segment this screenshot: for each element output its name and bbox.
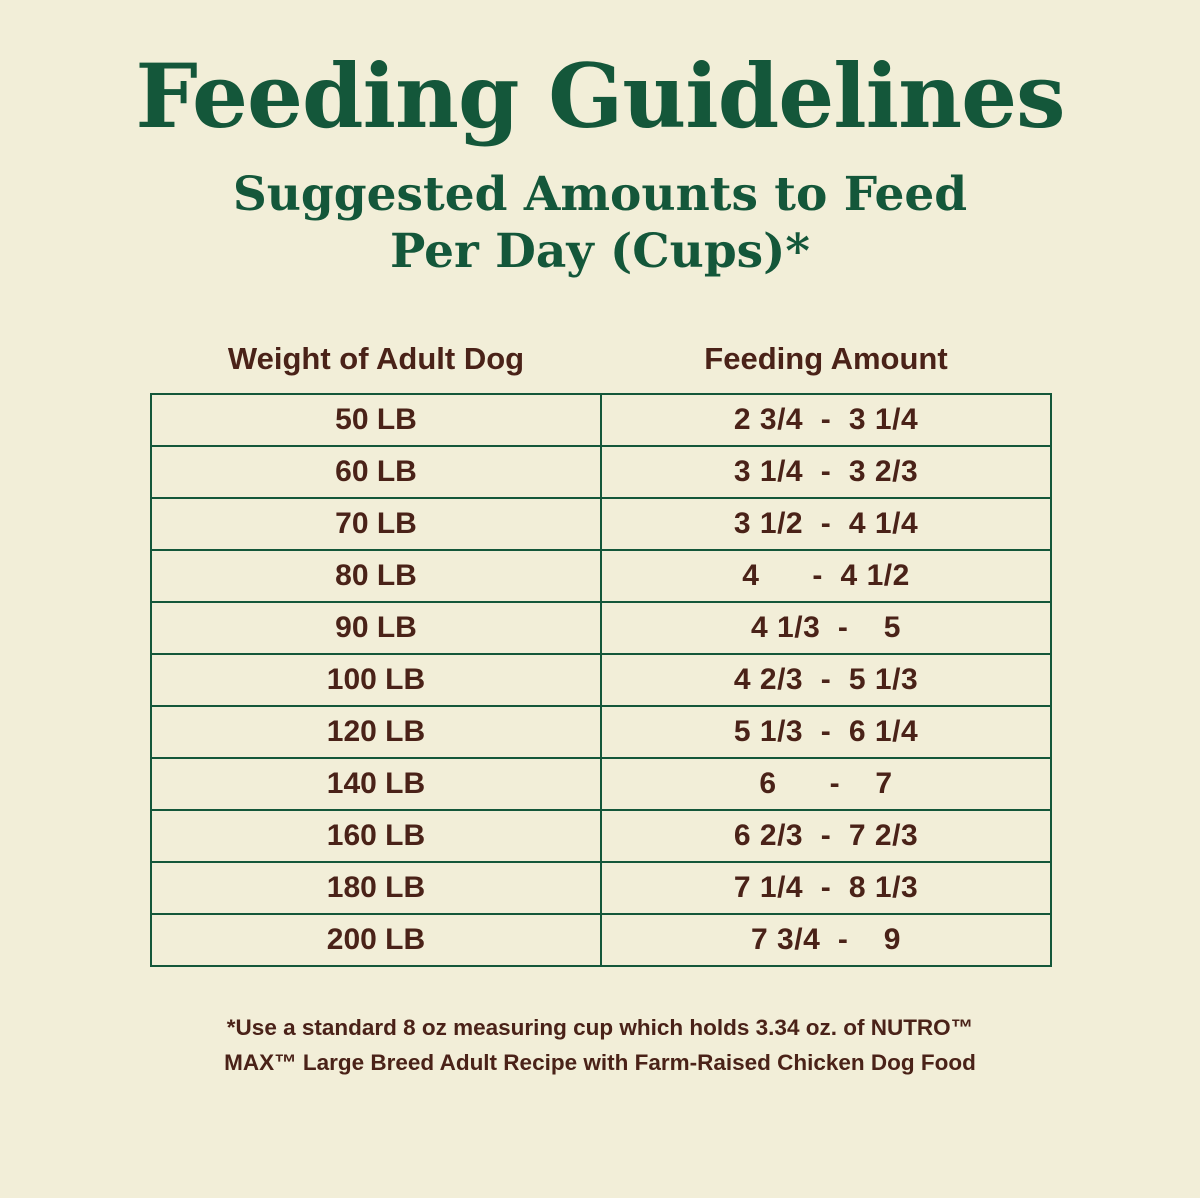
feeding-table <box>150 341 1052 967</box>
feeding-table-container <box>150 281 1050 967</box>
cell-weight: 50 LB <box>151 394 601 446</box>
page-subtitle-line-2: Per Day (Cups)* <box>390 224 810 280</box>
table-row <box>151 394 1051 446</box>
cell-amount: 6 - 7 <box>601 758 1051 810</box>
footnote-line-1: *Use a standard 8 oz measuring cup which holds 3.34 oz. of NUTRO™ <box>226 1014 974 1040</box>
cell-amount: 4 - 4 1/2 <box>601 550 1051 602</box>
cell-amount: 3 1/2 - 4 1/4 <box>601 498 1051 550</box>
cell-amount: 2 3/4 - 3 1/4 <box>601 394 1051 446</box>
table-row <box>151 550 1051 602</box>
table-row <box>151 810 1051 862</box>
table-row <box>151 446 1051 498</box>
table-body <box>151 394 1051 966</box>
footnote-line-2: MAX™ Large Breed Adult Recipe with Farm-Raised Chicken Dog Food <box>224 1049 976 1075</box>
cell-weight: 160 LB <box>151 810 601 862</box>
cell-weight: 180 LB <box>151 862 601 914</box>
cell-weight: 70 LB <box>151 498 601 550</box>
cell-weight: 90 LB <box>151 602 601 654</box>
table-row <box>151 654 1051 706</box>
cell-weight: 80 LB <box>151 550 601 602</box>
table-row <box>151 498 1051 550</box>
table-row <box>151 706 1051 758</box>
table-row <box>151 862 1051 914</box>
cell-weight: 120 LB <box>151 706 601 758</box>
column-header-weight: Weight of Adult Dog <box>227 340 525 376</box>
cell-amount: 5 1/3 - 6 1/4 <box>601 706 1051 758</box>
cell-amount: 3 1/4 - 3 2/3 <box>601 446 1051 498</box>
cell-amount: 4 2/3 - 5 1/3 <box>601 654 1051 706</box>
footnote <box>150 967 1050 1081</box>
cell-weight: 140 LB <box>151 758 601 810</box>
cell-amount: 4 1/3 - 5 <box>601 602 1051 654</box>
page-subtitle <box>0 140 1200 281</box>
table-row <box>151 914 1051 966</box>
cell-amount: 7 1/4 - 8 1/3 <box>601 862 1051 914</box>
cell-weight: 200 LB <box>151 914 601 966</box>
table-row <box>151 758 1051 810</box>
table-header-row <box>151 341 1051 394</box>
column-header-amount: Feeding Amount <box>704 340 948 376</box>
cell-weight: 60 LB <box>151 446 601 498</box>
cell-weight: 100 LB <box>151 654 601 706</box>
page-subtitle-line-1: Suggested Amounts to Feed <box>232 167 968 222</box>
cell-amount: 7 3/4 - 9 <box>601 914 1051 966</box>
cell-amount: 6 2/3 - 7 2/3 <box>601 810 1051 862</box>
table-row <box>151 602 1051 654</box>
table-head <box>151 341 1051 394</box>
page-title: Feeding Guidelines <box>135 44 1065 148</box>
